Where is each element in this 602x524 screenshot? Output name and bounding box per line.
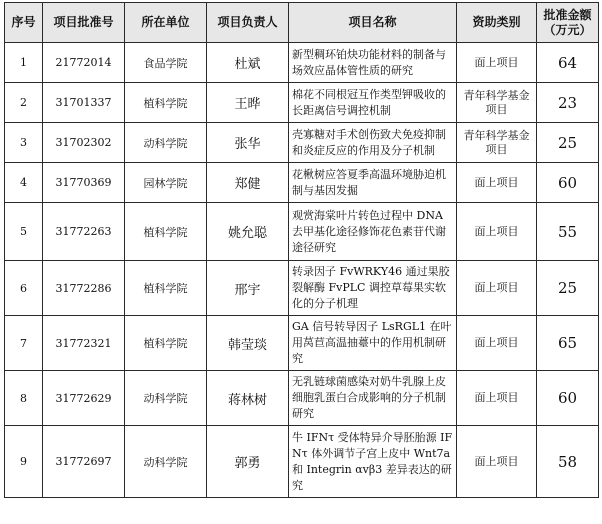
cell-category: 面上项目 [457, 426, 537, 498]
cell-approval-no: 31772697 [43, 426, 125, 498]
cell-project-name: 花楸树应答夏季高温环境胁迫机制与基因发掘 [289, 163, 457, 203]
cell-seq: 6 [5, 261, 43, 316]
cell-amount: 25 [537, 261, 599, 316]
cell-project-name: GA 信号转导因子 LsRGL1 在叶用莴苣高温抽薹中的作用机制研究 [289, 316, 457, 371]
cell-approval-no: 31702302 [43, 123, 125, 163]
cell-seq: 9 [5, 426, 43, 498]
cell-leader: 王晔 [207, 83, 289, 123]
cell-amount: 55 [537, 203, 599, 261]
header-row [5, 3, 599, 43]
cell-category: 面上项目 [457, 261, 537, 316]
table-row [5, 426, 599, 498]
cell-unit: 植科学院 [125, 83, 207, 123]
header-approval-no: 项目批准号 [43, 3, 125, 43]
cell-unit: 动科学院 [125, 123, 207, 163]
cell-approval-no: 21772014 [43, 43, 125, 83]
cell-amount: 58 [537, 426, 599, 498]
cell-project-name: 观赏海棠叶片转色过程中 DNA 去甲基化途径修饰花色素苷代谢途径研究 [289, 203, 457, 261]
cell-leader: 邢宇 [207, 261, 289, 316]
table-row [5, 371, 599, 426]
cell-leader: 郑健 [207, 163, 289, 203]
cell-category: 面上项目 [457, 371, 537, 426]
header-category: 资助类别 [457, 3, 537, 43]
header-amount: 批准金额（万元） [537, 3, 599, 43]
cell-amount: 65 [537, 316, 599, 371]
cell-category: 面上项目 [457, 203, 537, 261]
table-row [5, 123, 599, 163]
cell-category: 青年科学基金项目 [457, 83, 537, 123]
cell-unit: 植科学院 [125, 203, 207, 261]
cell-seq: 4 [5, 163, 43, 203]
cell-amount: 64 [537, 43, 599, 83]
header-seq: 序号 [5, 3, 43, 43]
cell-seq: 8 [5, 371, 43, 426]
cell-seq: 7 [5, 316, 43, 371]
cell-approval-no: 31701337 [43, 83, 125, 123]
table-row [5, 43, 599, 83]
cell-project-name: 牛 IFNτ 受体特异介导胚胎源 IFNτ 体外调节子宫上皮中 Wnt7a 和 Integrin αvβ3 差异表达的研究 [289, 426, 457, 498]
table-row [5, 163, 599, 203]
cell-project-name: 棉花不同根冠互作类型钾吸收的长距离信号调控机制 [289, 83, 457, 123]
table-row [5, 261, 599, 316]
cell-leader: 蒋林树 [207, 371, 289, 426]
cell-category: 面上项目 [457, 163, 537, 203]
cell-unit: 动科学院 [125, 371, 207, 426]
cell-approval-no: 31772629 [43, 371, 125, 426]
cell-unit: 植科学院 [125, 261, 207, 316]
cell-approval-no: 31772263 [43, 203, 125, 261]
cell-leader: 郭勇 [207, 426, 289, 498]
cell-unit: 园林学院 [125, 163, 207, 203]
cell-amount: 60 [537, 163, 599, 203]
header-unit: 所在单位 [125, 3, 207, 43]
table-row [5, 203, 599, 261]
table-row [5, 316, 599, 371]
cell-leader: 张华 [207, 123, 289, 163]
table-row [5, 83, 599, 123]
cell-project-name: 壳寡糖对手术创伤致犬免疫抑制和炎症反应的作用及分子机制 [289, 123, 457, 163]
cell-amount: 60 [537, 371, 599, 426]
cell-unit: 动科学院 [125, 426, 207, 498]
cell-seq: 5 [5, 203, 43, 261]
cell-seq: 3 [5, 123, 43, 163]
header-leader: 项目负责人 [207, 3, 289, 43]
cell-leader: 杜斌 [207, 43, 289, 83]
projects-table [4, 2, 599, 498]
header-project-name: 项目名称 [289, 3, 457, 43]
cell-project-name: 转录因子 FvWRKY46 通过果胶裂解酶 FvPLC 调控草莓果实软化的分子机理 [289, 261, 457, 316]
cell-category: 青年科学基金项目 [457, 123, 537, 163]
cell-seq: 1 [5, 43, 43, 83]
cell-unit: 植科学院 [125, 316, 207, 371]
cell-leader: 韩莹琰 [207, 316, 289, 371]
cell-category: 面上项目 [457, 316, 537, 371]
cell-category: 面上项目 [457, 43, 537, 83]
cell-amount: 23 [537, 83, 599, 123]
cell-approval-no: 31772286 [43, 261, 125, 316]
cell-approval-no: 31772321 [43, 316, 125, 371]
cell-leader: 姚允聪 [207, 203, 289, 261]
cell-project-name: 新型稠环铂炔功能材料的制备与场效应晶体管性质的研究 [289, 43, 457, 83]
cell-amount: 25 [537, 123, 599, 163]
cell-project-name: 无乳链球菌感染对奶牛乳腺上皮细胞乳蛋白合成影响的分子机制研究 [289, 371, 457, 426]
cell-unit: 食品学院 [125, 43, 207, 83]
cell-seq: 2 [5, 83, 43, 123]
cell-approval-no: 31770369 [43, 163, 125, 203]
